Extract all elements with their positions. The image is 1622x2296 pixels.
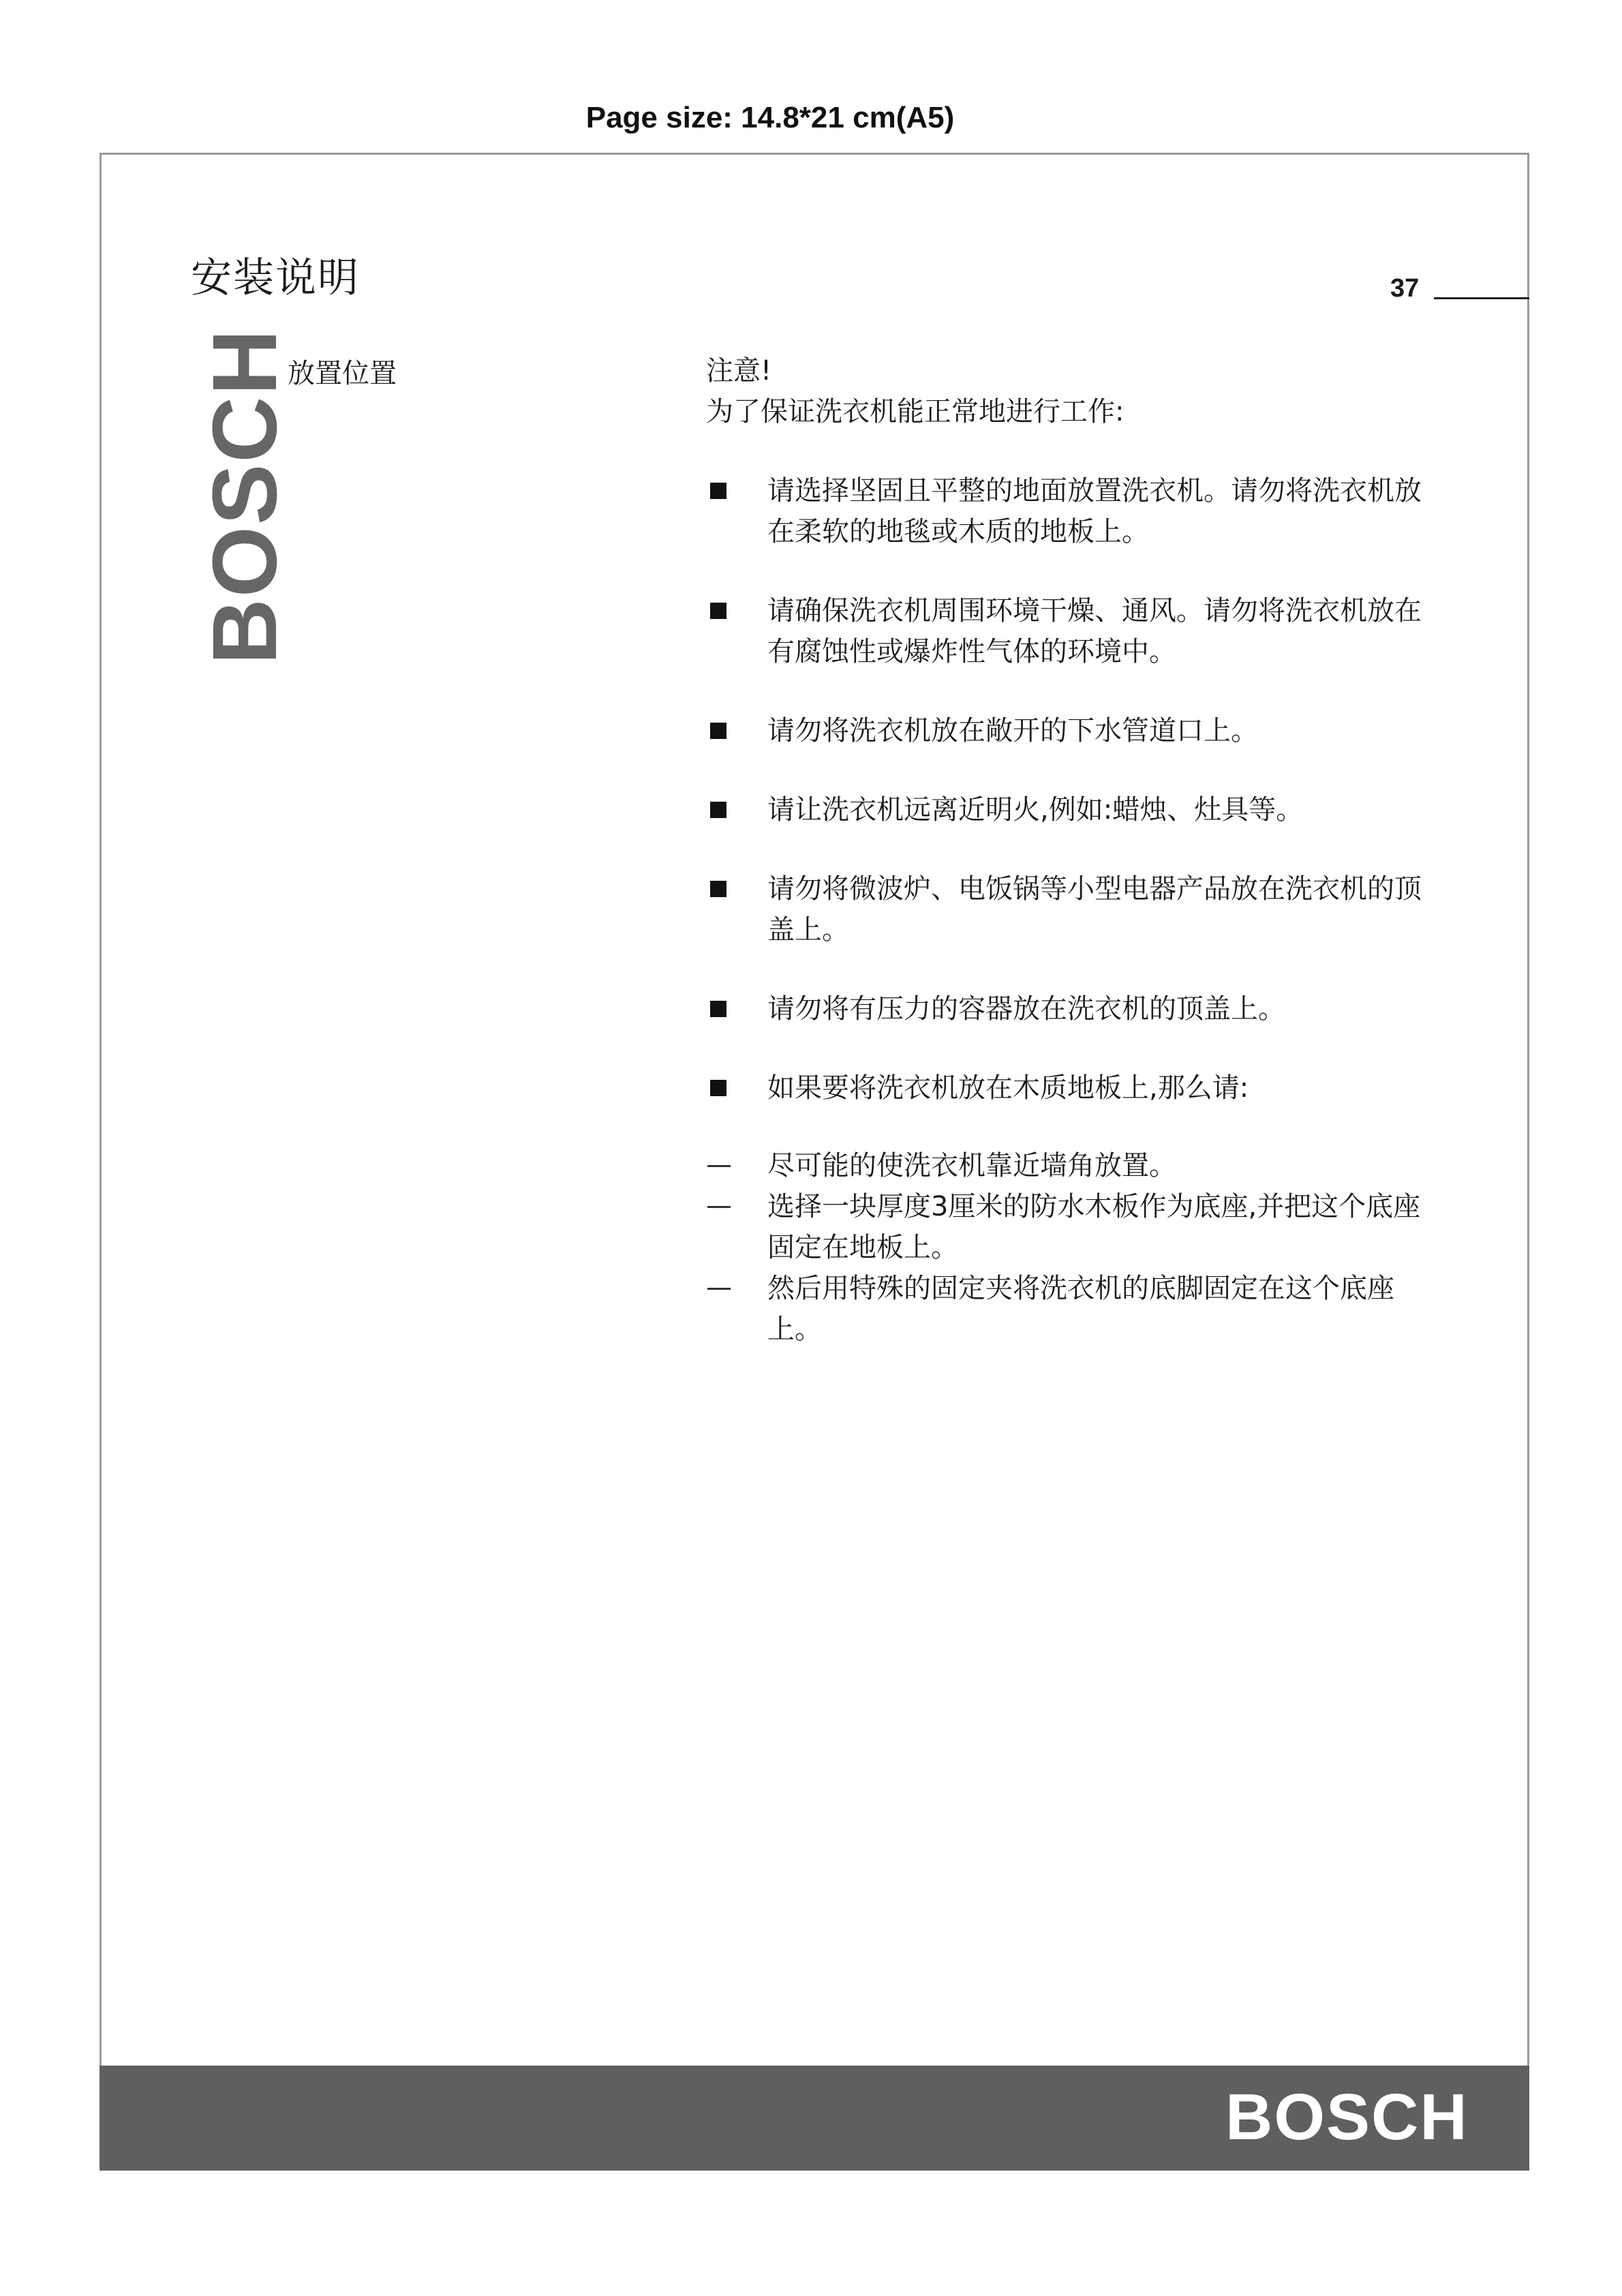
bullet-text: 请勿将微波炉、电饭锅等小型电器产品放在洗衣机的顶盖上。 <box>767 873 1422 946</box>
square-bullet-icon <box>710 603 726 619</box>
bullet-text: 请选择坚固且平整的地面放置洗衣机。请勿将洗衣机放在柔软的地毯或木质的地板上。 <box>767 475 1422 547</box>
sub-heading: 放置位置 <box>288 358 397 389</box>
bullet-text: 请确保洗衣机周围环境干燥、通风。请勿将洗衣机放在有腐蚀性或爆炸性气体的环境中。 <box>767 595 1422 667</box>
dash-text: 尽可能的使洗衣机靠近墙角放置。 <box>767 1150 1176 1181</box>
bullet-text: 如果要将洗衣机放在木质地板上,那么请: <box>767 1072 1249 1104</box>
bullet-text: 请勿将有压力的容器放在洗衣机的顶盖上。 <box>767 993 1285 1025</box>
section-title: 安装说明 <box>191 254 360 302</box>
page-size-label: Page size: 14.8*21 cm(A5) <box>585 101 955 134</box>
square-bullet-icon <box>710 483 726 499</box>
dash-bullet-icon <box>707 1165 731 1167</box>
dash-bullet-icon <box>707 1288 731 1290</box>
square-bullet-icon <box>710 723 726 739</box>
square-bullet-icon <box>710 881 726 897</box>
list-item <box>706 710 1422 751</box>
footer-logo: BOSCH <box>1225 2081 1469 2154</box>
square-bullet-icon <box>710 802 726 818</box>
list-item <box>706 590 1422 672</box>
content-column <box>706 350 1422 1350</box>
list-item <box>706 1268 1422 1350</box>
list-item <box>706 868 1422 950</box>
square-bullet-icon <box>710 1080 726 1096</box>
bullet-list <box>706 470 1422 1108</box>
square-bullet-icon <box>710 1001 726 1017</box>
page-number: 37 <box>1390 274 1420 303</box>
list-item <box>706 1068 1422 1108</box>
list-item <box>706 789 1422 830</box>
dash-list <box>706 1145 1422 1350</box>
dash-text: 选择一块厚度3厘米的防水木板作为底座,并把这个底座固定在地板上。 <box>767 1191 1421 1263</box>
bullet-text: 请让洗衣机远离近明火,例如:蜡烛、灶具等。 <box>767 794 1304 826</box>
bullet-text: 请勿将洗衣机放在敞开的下水管道口上。 <box>767 715 1258 746</box>
list-item <box>706 470 1422 552</box>
dash-text: 然后用特殊的固定夹将洗衣机的底脚固定在这个底座上。 <box>767 1273 1394 1345</box>
attention-label: 注意! <box>706 355 772 387</box>
side-logo-text: BOSCH <box>194 328 296 665</box>
list-item <box>706 1145 1422 1186</box>
dash-bullet-icon <box>707 1206 731 1208</box>
list-item <box>706 1186 1422 1268</box>
list-item <box>706 988 1422 1029</box>
page-number-rule <box>1434 297 1529 299</box>
intro-text: 为了保证洗衣机能正常地进行工作: <box>706 396 1124 427</box>
